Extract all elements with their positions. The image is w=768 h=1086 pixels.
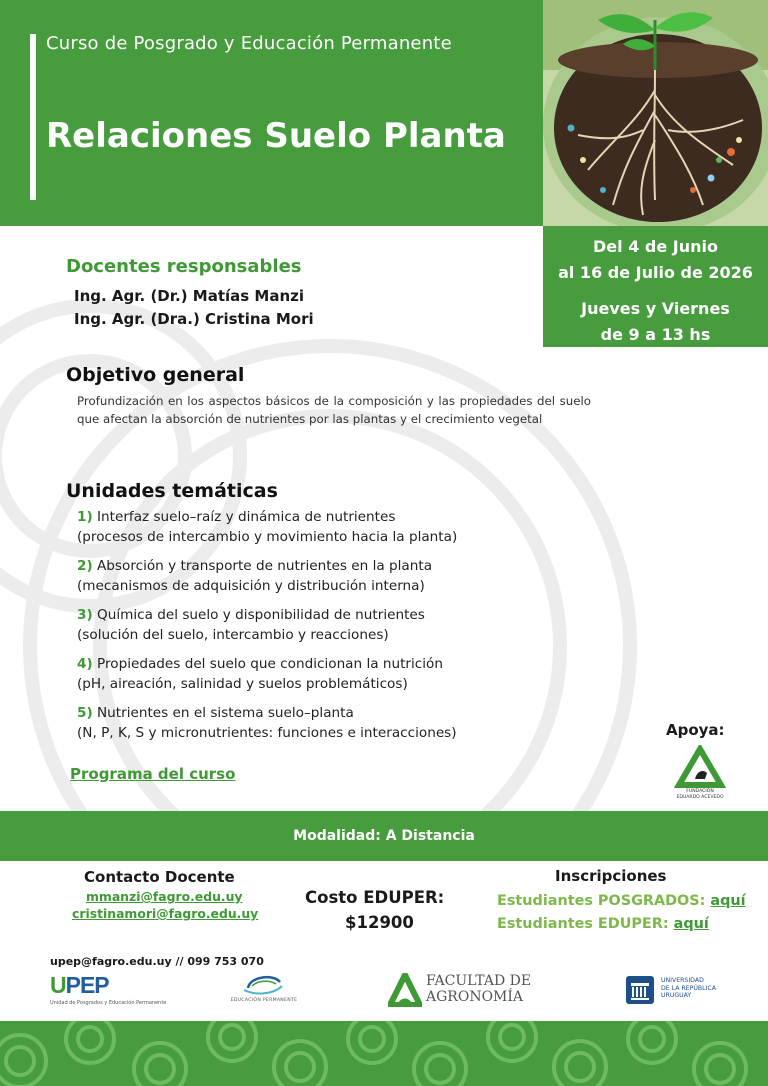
unit-number: 4) — [77, 656, 93, 672]
unit-title: Absorción y transporte de nutrientes en la planta — [97, 558, 433, 574]
objective-heading: Objetivo general — [66, 364, 245, 386]
course-title: Relaciones Suelo Planta — [46, 116, 506, 156]
unit-detail: (procesos de intercambio y movimiento hacia la planta) — [77, 529, 458, 545]
program-link[interactable]: Programa del curso — [70, 765, 236, 783]
schedule-hours: de 9 a 13 hs — [600, 325, 711, 344]
unit-number: 3) — [77, 607, 93, 623]
udelar-logo: UNIVERSIDAD DE LA REPÚBLICA URUGUAY — [624, 974, 734, 1006]
units-heading: Unidades temáticas — [66, 480, 278, 502]
unit-item — [77, 703, 457, 743]
unit-item — [77, 605, 425, 645]
cost-label: Costo EDUPER: — [305, 888, 445, 907]
header-accent-bar — [30, 34, 36, 200]
unit-title: Propiedades del suelo que condicionan la nutrición — [97, 656, 443, 672]
upep-contact: upep@fagro.edu.uy // 099 753 070 — [50, 955, 264, 968]
unit-detail: (pH, aireación, salinidad y suelos problemáticos) — [77, 676, 408, 692]
udelar-shield-icon — [624, 974, 656, 1006]
unit-number: 2) — [77, 558, 93, 574]
footer-pattern — [0, 1021, 768, 1086]
fundacion-triangle-icon — [667, 745, 733, 789]
swirl-icon — [226, 970, 302, 998]
unit-number: 1) — [77, 509, 93, 525]
teacher-name: Ing. Agr. (Dr.) Matías Manzi — [74, 287, 305, 305]
registration-row: Estudiantes EDUPER: aquí — [497, 916, 709, 932]
teacher-name: Ing. Agr. (Dra.) Cristina Mori — [74, 310, 314, 328]
unit-item — [77, 654, 443, 694]
cost-value: $12900 — [345, 913, 414, 932]
registration-eduper-link[interactable]: aquí — [673, 916, 709, 932]
educacion-permanente-logo: EDUCACIÓN PERMANENTE — [226, 970, 302, 1010]
objective-text: Profundización en los aspectos básicos de la composición y las propiedades del suelo que afectan la absorción de nutrientes por las plantas y el crecimiento vegetal — [77, 394, 591, 426]
date-range-start: Del 4 de Junio — [593, 237, 718, 256]
unit-number: 5) — [77, 705, 93, 721]
fundacion-logo: FUNDACIÓN EDUARDO ACEVEDO — [667, 745, 733, 803]
date-range-end: al 16 de Julio de 2026 — [558, 263, 753, 282]
upep-logo: UPEP Unidad de Posgrados y Educación Permanente — [50, 972, 167, 1006]
plant-roots-image — [543, 0, 768, 226]
fagro-triangle-icon — [388, 973, 422, 1007]
unit-item — [77, 556, 432, 596]
unit-detail: (mecanismos de adquisición y distribución interna) — [77, 578, 425, 594]
contact-heading: Contacto Docente — [84, 868, 235, 886]
registration-heading: Inscripciones — [555, 867, 667, 885]
support-label: Apoya: — [666, 721, 725, 739]
registration-row: Estudiantes POSGRADOS: aquí — [497, 893, 746, 909]
unit-detail: (solución del suelo, intercambio y reacciones) — [77, 627, 389, 643]
facultad-agronomia-logo: FACULTAD DE AGRONOMÍA — [388, 971, 548, 1009]
teachers-heading: Docentes responsables — [66, 256, 302, 277]
header-banner — [0, 0, 543, 226]
registration-posgrados-link[interactable]: aquí — [710, 893, 746, 909]
modality-banner: Modalidad: A Distancia — [0, 811, 768, 861]
unit-title: Nutrientes en el sistema suelo–planta — [97, 705, 354, 721]
unit-title: Interfaz suelo–raíz y dinámica de nutrientes — [97, 509, 396, 525]
email-link[interactable]: cristinamori@fagro.edu.uy — [72, 906, 259, 921]
unit-item — [77, 507, 457, 547]
email-link[interactable]: mmanzi@fagro.edu.uy — [86, 889, 243, 904]
course-type: Curso de Posgrado y Educación Permanente — [46, 33, 452, 54]
course-dates-box — [543, 226, 768, 347]
schedule-days: Jueves y Viernes — [581, 299, 730, 318]
unit-title: Química del suelo y disponibilidad de nutrientes — [97, 607, 425, 623]
unit-detail: (N, P, K, S y micronutrientes: funciones e interacciones) — [77, 725, 457, 741]
